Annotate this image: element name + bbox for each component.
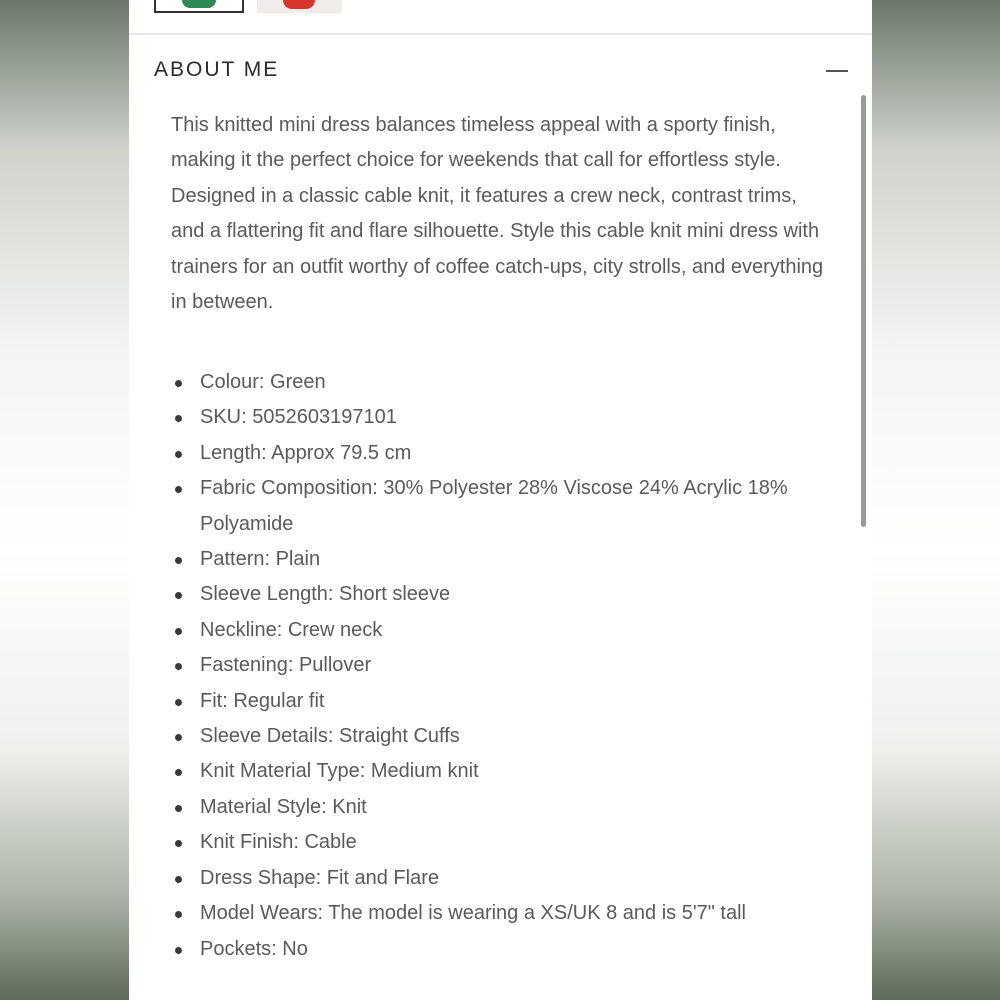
product-description: This knitted mini dress balances timeless appeal with a sporty finish, making it the perfect choice for weekends that call for effortless style. Designed in a classic cable knit, it features a crew neck, contrast trims, and a flattering fit and flare silhouette. Style this cable knit mini dress with trainers for an outfit worthy of coffee catch-ups, city strolls, and everything in between. bbox=[171, 114, 824, 314]
list-item: Pattern: Plain bbox=[171, 542, 831, 577]
section-divider bbox=[129, 33, 872, 35]
list-item: SKU: 5052603197101 bbox=[171, 400, 831, 435]
list-item: Fit: Regular fit bbox=[171, 684, 831, 719]
list-item: Fastening: Pullover bbox=[171, 648, 831, 683]
list-item: Knit Finish: Cable bbox=[171, 825, 831, 860]
product-thumbnail-green[interactable] bbox=[154, 0, 244, 13]
product-details-list bbox=[171, 365, 831, 967]
list-item: Length: Approx 79.5 cm bbox=[171, 436, 831, 471]
list-item: Material Style: Knit bbox=[171, 790, 831, 825]
list-item: Sleeve Details: Straight Cuffs bbox=[171, 719, 831, 754]
list-item: Knit Material Type: Medium knit bbox=[171, 754, 831, 789]
about-me-heading[interactable]: ABOUT ME bbox=[154, 58, 280, 81]
list-item: Fabric Composition: 30% Polyester 28% Viscose 24% Acrylic 18% Polyamide bbox=[171, 471, 831, 542]
background-right bbox=[872, 0, 1000, 1000]
list-item: Pockets: No bbox=[171, 932, 831, 967]
minus-icon[interactable] bbox=[826, 60, 848, 82]
thumbnail-image bbox=[182, 0, 216, 8]
list-item: Neckline: Crew neck bbox=[171, 613, 831, 648]
background-left bbox=[0, 0, 129, 1000]
list-item: Dress Shape: Fit and Flare bbox=[171, 861, 831, 896]
product-thumbnail-red[interactable] bbox=[257, 0, 342, 13]
list-item: Model Wears: The model is wearing a XS/UK 8 and is 5'7" tall bbox=[171, 896, 831, 931]
thumbnail-image bbox=[283, 0, 315, 9]
list-item: Colour: Green bbox=[171, 365, 831, 400]
list-item: Sleeve Length: Short sleeve bbox=[171, 577, 831, 612]
product-info-panel bbox=[129, 0, 872, 1000]
scrollbar-thumb[interactable] bbox=[861, 95, 866, 527]
